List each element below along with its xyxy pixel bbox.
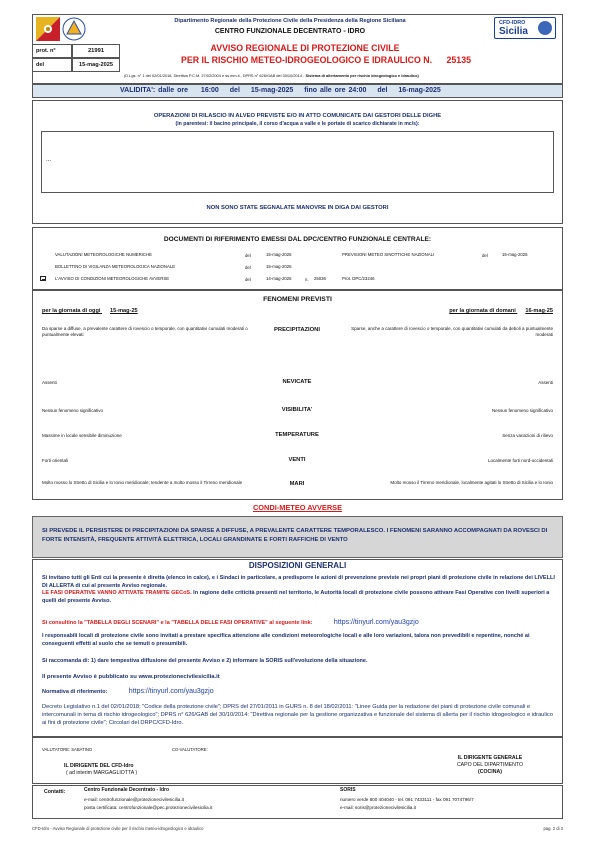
dams-content: ... (46, 157, 52, 163)
contact1-pec[interactable]: posta certificata: centrofunzionale@pec.protezionecivilesicilia.it (84, 805, 213, 810)
contact1-email[interactable]: e-mail: centrofunzionale@protezionecivilesicilia.it (84, 797, 184, 802)
doc-row3-del: del (245, 277, 251, 282)
notice-title-line2: PER IL RISCHIO METEO-IDROGEOLOGICO E IDRAULICO N. 25135 (181, 55, 471, 65)
general-p5: Il presente Avviso è pubblicato su www.protezionecivilesicilia.it (42, 674, 220, 680)
doc-row3-num: 25036 (314, 276, 326, 281)
forecast-tomorrow: per la giornata di domani 16-mag-25 (449, 308, 553, 314)
sicily-flag-logo (36, 17, 60, 41)
doc-row3-n: n. (305, 277, 309, 282)
doc-row2-label: BOLLETTINO DI VIGILANZA METEOROLOGICA NAZIONALE (55, 264, 176, 269)
forecast-today: per la giornata di oggi 15-mag-25 (42, 308, 138, 314)
prot-value: 21991 (87, 48, 105, 54)
department-name: Dipartimento Regionale della Protezione Civile della Presidenza della Regione Siciliana (174, 18, 406, 24)
doc-row1-label: VALUTAZIONI METEOROLOGICHE NUMERICHE (55, 252, 153, 257)
doc-row1-del: del (245, 253, 251, 258)
general-p2: Si consultino la "TABELLA DEGLI SCENARI" e la "TABELLA DELLE FASI OPERATIVE" al seguente link: https://tinyurl.com/yau3gzjo (42, 619, 419, 626)
doc-row3-prot: Prot. DPC/23246 (342, 276, 375, 281)
dams-subtitle: (in parentesi: il bacino principale, il corso d'acqua a valle e le portate di scarico dichiarate in mc/s): (175, 121, 420, 127)
doc-row3-label: L'AVVISO DI CONDIZIONI METEOROLOGICHE AVVERSE (55, 276, 170, 281)
del-label: del (36, 62, 45, 68)
notice-number: 25135 (446, 55, 471, 65)
dams-content-box (41, 131, 554, 193)
contact2-phone: numero verde 800 404040 - tel. 091 7433111 - fax 091 7074796/7 (340, 797, 474, 802)
notice-title-line1: AVVISO REGIONALE DI PROTEZIONE CIVILE (210, 43, 400, 53)
general-p6: Normativa di riferimento: https://tinyurl.com/yau3gzjo (42, 688, 214, 695)
doc-row1b-date: 15-mag-2025 (502, 252, 528, 257)
co-valutatore: CO-VALUTATORE: (172, 747, 208, 752)
dams-title: OPERAZIONI DI RILASCIO IN ALVEO PREVISTE E/O IN ATTO COMUNICATE DAI GESTORI DELLE DIGHE (153, 113, 442, 119)
right-signature-sub: CAPO DEL DIPARTIMENTO (456, 762, 524, 768)
footer-text: CFD-Idro - Avviso Regionale di protezione civile per il rischio meteo-idrogeologico e idraulico (32, 826, 204, 831)
general-title: DISPOSIZIONI GENERALI (248, 561, 347, 570)
doc-row2-del: del (245, 265, 251, 270)
contact2-email[interactable]: e-mail: soris@protezionecivilesicilia.it (340, 805, 416, 810)
general-p1: Si invitano tutti gli Enti cui la presente è diretta (elenco in calce), e i Sindaci in particolare, a predisporre le azioni di prevenzione previste nei propri piani di protezione civile in relazione dei LIVELLI DI ALLERTA di cui al presente Avviso regionale. LE FASI OPERATIVE VANNO ATTIVATE TRAMITE GECoS. In ragione delle criticità presenti nel territorio, le Autorità locali di protezione civile possono attivare Fasi Operative con livelli superiori a quelli del presente Avviso. (42, 575, 555, 604)
scenarios-link[interactable]: https://tinyurl.com/yau3gzjo (333, 619, 419, 626)
doc-row1-date: 15-mag-2025 (266, 252, 292, 257)
doc-row2-date: 15-mag-2025 (266, 264, 292, 269)
doc-row3-date: 14-mag-2025 (266, 276, 292, 281)
forecast-title: FENOMENI PREVISTI (263, 296, 332, 303)
documents-title: DOCUMENTI DI RIFERIMENTO EMESSI DAL DPC/CENTRO FUNZIONALE CENTRALE: (163, 236, 432, 243)
left-signature-title: IL DIRIGENTE DEL CFD-Idro (64, 763, 134, 769)
general-p3: I responsabili locali di protezione civile sono invitati a prestare specifica attenzione alle condizioni meteorologiche locali e alle loro variazioni, talora non prevedibili e repentine, nonché ai conseguenti effetti al suolo che se temuti o presumibili. (42, 633, 530, 647)
cfd-idro-logo: CFD-IDRO Sicilia (494, 17, 556, 39)
contact1-title: Centro Funzionale Decentrato - Idro (84, 787, 170, 793)
adverse-text: SI PREVEDE IL PERSISTERE DI PRECIPITAZIONI DA SPARSE A DIFFUSE, A PREVALENTE CARATTERE TEMPORALESCO. I FENOMENI SARANNO ACCOMPAGNATI DA ROVESCI DI FORTE INTENSITÀ, FREQUENTE ATTIVITÀ ELETTRICA, LOCALI GRANDINATE E FORTI RAFFICHE DI VENTO (42, 528, 548, 543)
validity-text: VALIDITA': dalle ore 16:00 del 15-mag-2025 fino alle ore 24:00 del 16-mag-2025 (120, 87, 441, 94)
centre-name: CENTRO FUNZIONALE DECENTRATO - IDRO (214, 28, 366, 35)
globe-icon (538, 21, 552, 35)
page-number: pag. 2 di 3 (543, 826, 563, 831)
right-signature-title: IL DIRIGENTE GENERALE (457, 755, 523, 761)
contact2-title: SORIS (340, 787, 356, 793)
civil-protection-logo (62, 17, 86, 41)
normativa-link[interactable]: https://tinyurl.com/yau3gzjo (128, 688, 214, 695)
general-p7: Decreto Legislativo n.1 del 02/01/2018; "Codice della protezione civile"; DPRS del 27/01/2011 in GURS n. 8 del 18/02/2011: "Linee Guida per la redazione dei piani di protezione civile comunali e intercomunali in tema di rischio idrogeologico"; DPRS n° 626/GAB del 30/10/2014: "Direttiva regionale per la gestione organizzativa e funzionale del sistema di allerta per il rischio idrogeologico e idraulico ai fini di protezione civile"; Circolari del DRPC/CFD-Idro. (42, 704, 553, 726)
dams-notice: NON SONO STATE SEGNALATE MANOVRE IN DIGA DAI GESTORI (206, 205, 389, 211)
left-signature-name: ( ad interim MARGAGLIOTTA ) (66, 770, 138, 776)
prot-label: prot. n° (36, 48, 56, 54)
doc-row1b-del: del (482, 253, 488, 258)
contacts-label: Contatti: (44, 789, 66, 795)
general-p4: Si raccomanda di: 1) dare tempestiva diffusione del presente Avviso e 2) informare la SORIS sull'evoluzione della situazione. (42, 658, 368, 664)
doc-row1b-label: PREVISIONI METEO SINOTTICHE NAZIONALI (342, 252, 435, 257)
legal-reference: (D.Lgs. n° 1 del 02/01/2018, Direttiva P.C.M. 27/02/2004 e ss.mm.ii., DPRS n° 626/GAB del 30/10/2014 - Sistema di allertamento per rischio idrogeologico e idraulico) (124, 73, 419, 78)
del-value: 15-mag-2025 (79, 62, 113, 68)
adverse-title: CONDI-METEO AVVERSE (252, 503, 343, 512)
right-signature-name: (COCINA) (478, 769, 502, 775)
valutatore: VALUTATORE: SABATINO (42, 747, 93, 752)
doc-row3-checkbox (40, 276, 46, 281)
forecast-section (32, 290, 563, 500)
